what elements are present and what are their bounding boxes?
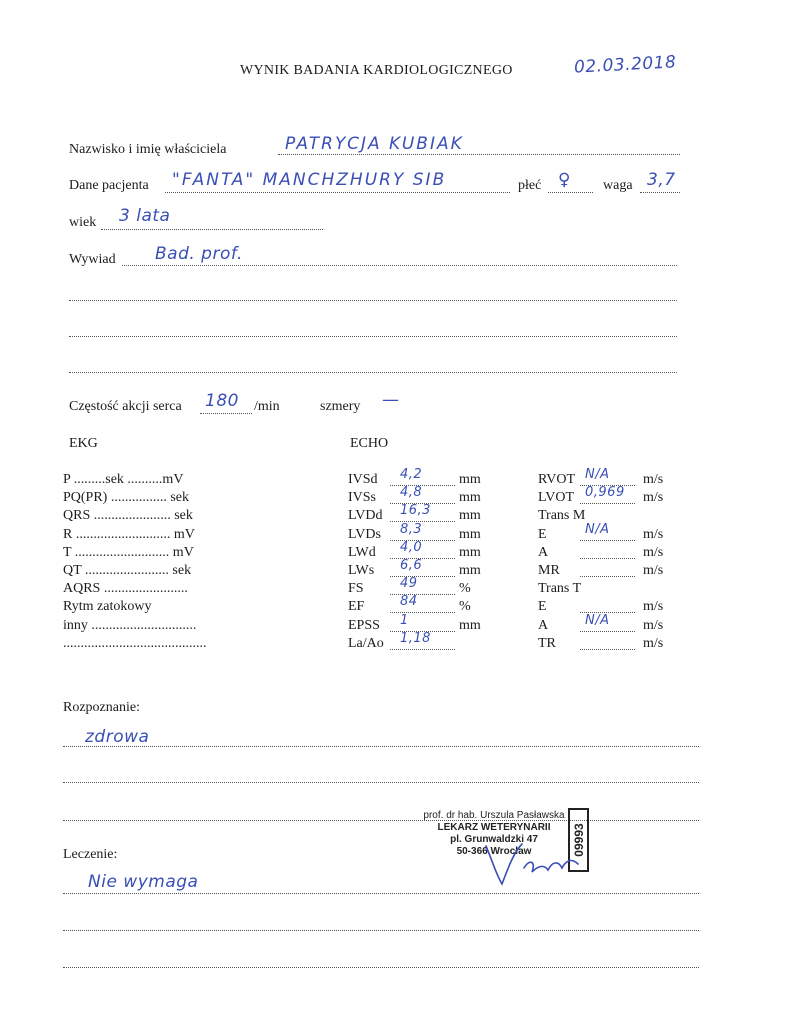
sex-label: płeć	[518, 178, 542, 193]
patient-dotted-line	[165, 192, 510, 193]
history-extra-line-2	[69, 336, 677, 337]
echo-unit: mm	[459, 617, 481, 633]
ekg-row: AQRS ........................	[63, 581, 188, 597]
flows-label: RVOT	[538, 472, 575, 487]
flows-value: N/A	[585, 612, 610, 628]
ekg-row: inny ..............................	[63, 617, 197, 633]
owner-dotted-line	[278, 154, 680, 155]
flows-value: 0,969	[585, 485, 625, 501]
echo-label: EPSS	[348, 617, 380, 633]
patient-label: Dane pacjenta	[69, 178, 149, 193]
treatment-dotted-line-1	[63, 893, 699, 894]
treatment-dotted-line-3	[63, 967, 699, 968]
signature	[478, 838, 588, 890]
flows-label: Trans T	[538, 581, 582, 597]
history-label: Wywiad	[69, 252, 116, 267]
echo-label: LVDs	[348, 526, 381, 542]
ekg-heading: EKG	[69, 436, 98, 451]
weight-label: waga	[603, 178, 633, 193]
diagnosis-dotted-line-3	[63, 820, 699, 821]
ekg-row: T ........................... mV	[63, 544, 194, 560]
echo-unit: mm	[459, 526, 481, 542]
flows-unit: m/s	[643, 635, 664, 651]
ekg-row: Rytm zatokowy	[63, 599, 152, 615]
echo-unit: mm	[459, 508, 481, 524]
echo-label: IVSs	[348, 490, 377, 506]
heart-rate-label: Częstość akcji serca	[69, 399, 182, 414]
echo-unit: %	[459, 581, 471, 597]
flows-label: E	[538, 526, 547, 542]
flows-unit: m/s	[643, 563, 664, 578]
stamp-line-4: 50-366 Wrocław	[456, 846, 532, 857]
flows-label: E	[538, 599, 547, 615]
treatment-dotted-line-2	[63, 930, 699, 931]
treatment-value: Nie wymaga	[88, 872, 199, 892]
age-label: wiek	[69, 215, 97, 230]
ekg-row: P .........sek ..........mV	[63, 472, 184, 487]
weight-value: 3,7	[647, 170, 676, 190]
diagnosis-dotted-line-1	[63, 746, 699, 747]
flows-unit: m/s	[643, 544, 664, 560]
flows-unit: m/s	[643, 472, 664, 487]
flows-unit: m/s	[643, 599, 664, 615]
echo-unit: %	[459, 599, 471, 615]
treatment-label: Leczenie:	[63, 847, 118, 862]
ekg-row: .........................................	[63, 635, 207, 651]
echo-value: 84	[400, 594, 418, 610]
flows-dotted-line	[580, 576, 635, 577]
age-dotted-line	[101, 229, 323, 230]
flows-label: TR	[538, 635, 556, 651]
ekg-row: QRS ...................... sek	[63, 508, 193, 524]
sex-value: ♀	[558, 170, 571, 190]
echo-unit: mm	[459, 490, 481, 506]
echo-label: La/Ao	[348, 635, 384, 651]
flows-label: A	[538, 617, 549, 633]
echo-value: 4,8	[400, 485, 423, 501]
ekg-row: QT ........................ sek	[63, 563, 192, 578]
echo-value: 1,18	[400, 630, 431, 646]
flows-value: N/A	[585, 521, 610, 537]
flows-dotted-line	[580, 631, 635, 632]
owner-label: Nazwisko i imię właściciela	[69, 142, 227, 157]
echo-dotted-line	[390, 649, 455, 650]
history-extra-line-1	[69, 300, 677, 301]
flows-dotted-line	[580, 558, 635, 559]
flows-value: N/A	[585, 467, 610, 482]
age-value: 3 lata	[119, 206, 171, 226]
flows-unit: m/s	[643, 490, 664, 506]
flows-dotted-line	[580, 503, 635, 504]
diagnosis-dotted-line-2	[63, 782, 699, 783]
stamp-line-3: pl. Grunwaldzki 47	[450, 834, 538, 845]
murmurs-label: szmery	[320, 399, 361, 414]
echo-value: 4,0	[400, 539, 423, 555]
echo-label: EF	[348, 599, 365, 615]
stamp-number: 09993	[571, 823, 586, 857]
diagnosis-value: zdrowa	[85, 727, 150, 747]
ekg-row: PQ(PR) ................ sek	[63, 490, 190, 506]
exam-date: 02.03.2018	[573, 52, 677, 78]
flows-dotted-line	[580, 540, 635, 541]
history-value: Bad. prof.	[155, 244, 243, 264]
flows-label: Trans M	[538, 508, 586, 524]
ekg-row: R ........................... mV	[63, 526, 195, 542]
stamp-line-2: LEKARZ WETERYNARII	[437, 822, 551, 833]
flows-label: MR	[538, 563, 560, 578]
echo-label: LVDd	[348, 508, 383, 524]
echo-heading: ECHO	[350, 436, 389, 451]
echo-unit: mm	[459, 472, 481, 487]
page-title: WYNIK BADANIA KARDIOLOGICZNEGO	[240, 63, 513, 78]
murmurs-value: —	[382, 390, 400, 410]
flows-dotted-line	[580, 649, 635, 650]
heart-rate-unit: /min	[254, 399, 280, 414]
sex-dotted-line	[548, 192, 593, 193]
heart-rate-value: 180	[205, 391, 239, 411]
stamp-line-1: prof. dr hab. Urszula Pasławska	[423, 810, 565, 821]
diagnosis-label: Rozpoznanie:	[63, 700, 140, 715]
echo-value: 49	[400, 576, 418, 592]
flows-label: A	[538, 544, 549, 560]
weight-dotted-line	[640, 192, 680, 193]
history-dotted-line	[122, 265, 677, 266]
flows-unit: m/s	[643, 617, 664, 633]
echo-value: 16,3	[400, 503, 431, 519]
echo-unit: mm	[459, 563, 481, 578]
echo-value: 6,6	[400, 558, 423, 573]
echo-label: FS	[348, 581, 364, 597]
echo-label: LWs	[348, 563, 375, 578]
flows-label: LVOT	[538, 490, 575, 506]
heart-rate-dotted-line	[200, 413, 252, 414]
echo-label: LWd	[348, 544, 376, 560]
history-extra-line-3	[69, 372, 677, 373]
patient-value: "FANTA" MANCHZHURY SIB	[172, 170, 447, 190]
echo-unit: mm	[459, 544, 481, 560]
flows-unit: m/s	[643, 526, 664, 542]
echo-label: IVSd	[348, 472, 378, 487]
echo-value: 4,2	[400, 467, 423, 482]
echo-value: 8,3	[400, 521, 423, 537]
owner-value: PATRYCJA KUBIAK	[285, 134, 464, 154]
echo-value: 1	[400, 612, 409, 628]
